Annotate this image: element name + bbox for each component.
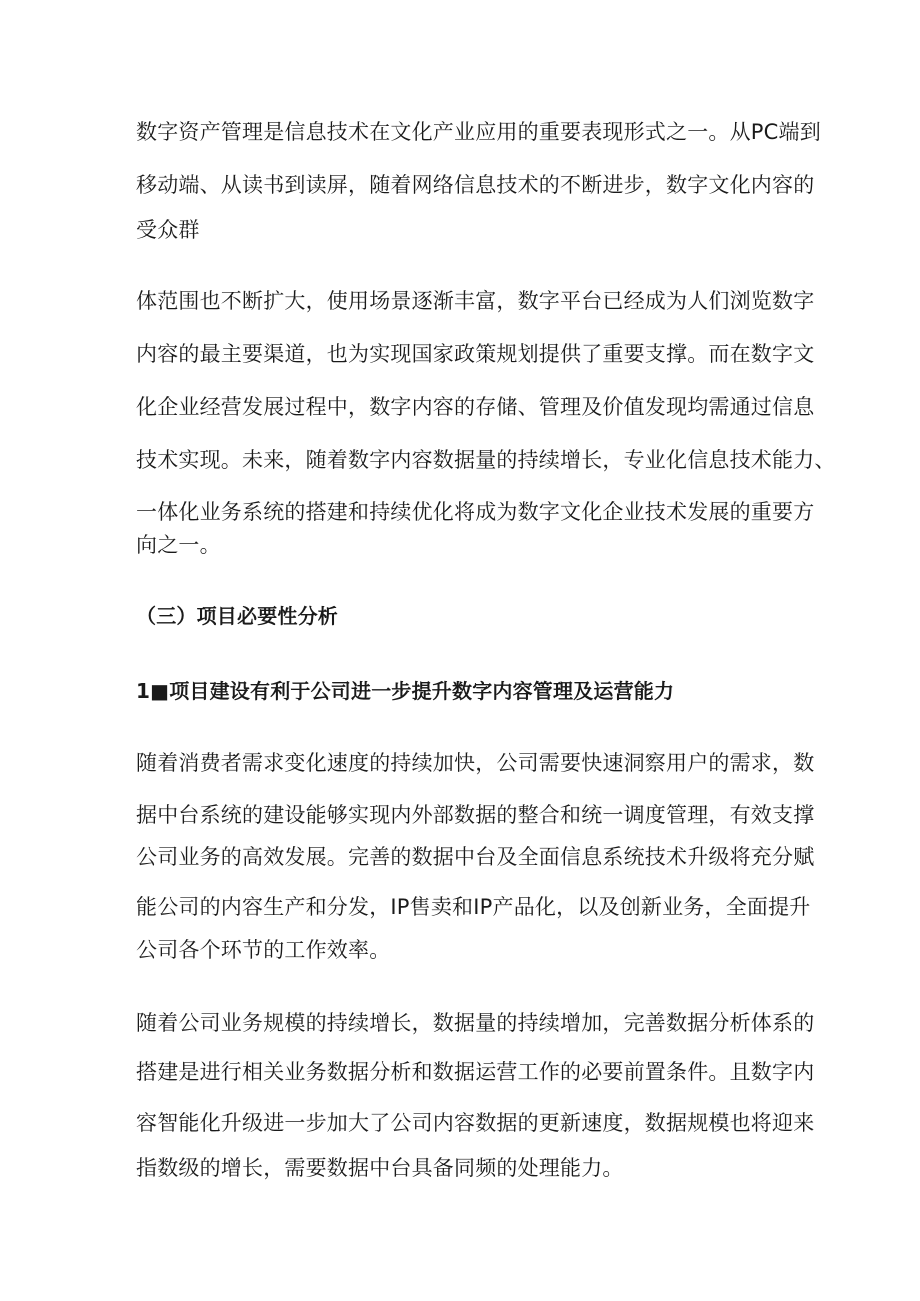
- paragraph-1-line-1: 数字资产管理是信息技术在文化产业应用的重要表现形式之一。从PC端到: [136, 120, 821, 144]
- section-heading: （三）项目必要性分析: [136, 604, 338, 628]
- paragraph-2-line-4: 技术实现。未来，随着数字内容数据量的持续增长，专业化信息技术能力、: [136, 448, 836, 472]
- paragraph-3-line-1: 随着消费者需求变化速度的持续加快，公司需要快速洞察用户的需求，数: [136, 751, 815, 775]
- paragraph-3-line-5: 公司各个环节的工作效率。: [136, 938, 391, 962]
- paragraph-3-line-4: 能公司的内容生产和分发，IP售卖和IP产品化，以及创新业务，全面提升: [136, 895, 811, 919]
- paragraph-3-line-3: 公司业务的高效发展。完善的数据中台及全面信息系统技术升级将充分赋: [136, 845, 815, 869]
- paragraph-2-line-2: 内容的最主要渠道，也为实现国家政策规划提供了重要支撑。而在数字文: [136, 342, 815, 366]
- paragraph-4-line-1: 随着公司业务规模的持续增长，数据量的持续增加，完善数据分析体系的: [136, 1011, 815, 1035]
- paragraph-3-line-2: 据中台系统的建设能够实现内外部数据的整合和统一调度管理，有效支撑: [136, 803, 815, 827]
- paragraph-2-line-3: 化企业经营发展过程中，数字内容的存储、管理及价值发现均需通过信息: [136, 395, 815, 419]
- paragraph-2-line-5: 一体化业务系统的搭建和持续优化将成为数字文化企业技术发展的重要方: [136, 500, 815, 524]
- paragraph-1-line-2: 移动端、从读书到读屏，随着网络信息技术的不断进步，数字文化内容的: [136, 173, 815, 197]
- subsection-heading: 1■项目建设有利于公司进一步提升数字内容管理及运营能力: [136, 679, 675, 703]
- paragraph-4-line-3: 容智能化升级进一步加大了公司内容数据的更新速度，数据规模也将迎来: [136, 1111, 815, 1135]
- paragraph-4-line-4: 指数级的增长，需要数据中台具备同频的处理能力。: [136, 1156, 624, 1180]
- paragraph-2-line-6: 向之一。: [136, 533, 221, 557]
- paragraph-2-line-1: 体范围也不断扩大，使用场景逐渐丰富，数字平台已经成为人们浏览数字: [136, 289, 815, 313]
- paragraph-1-line-3: 受众群: [136, 218, 200, 242]
- paragraph-4-line-2: 搭建是进行相关业务数据分析和数据运营工作的必要前置条件。且数字内: [136, 1060, 815, 1084]
